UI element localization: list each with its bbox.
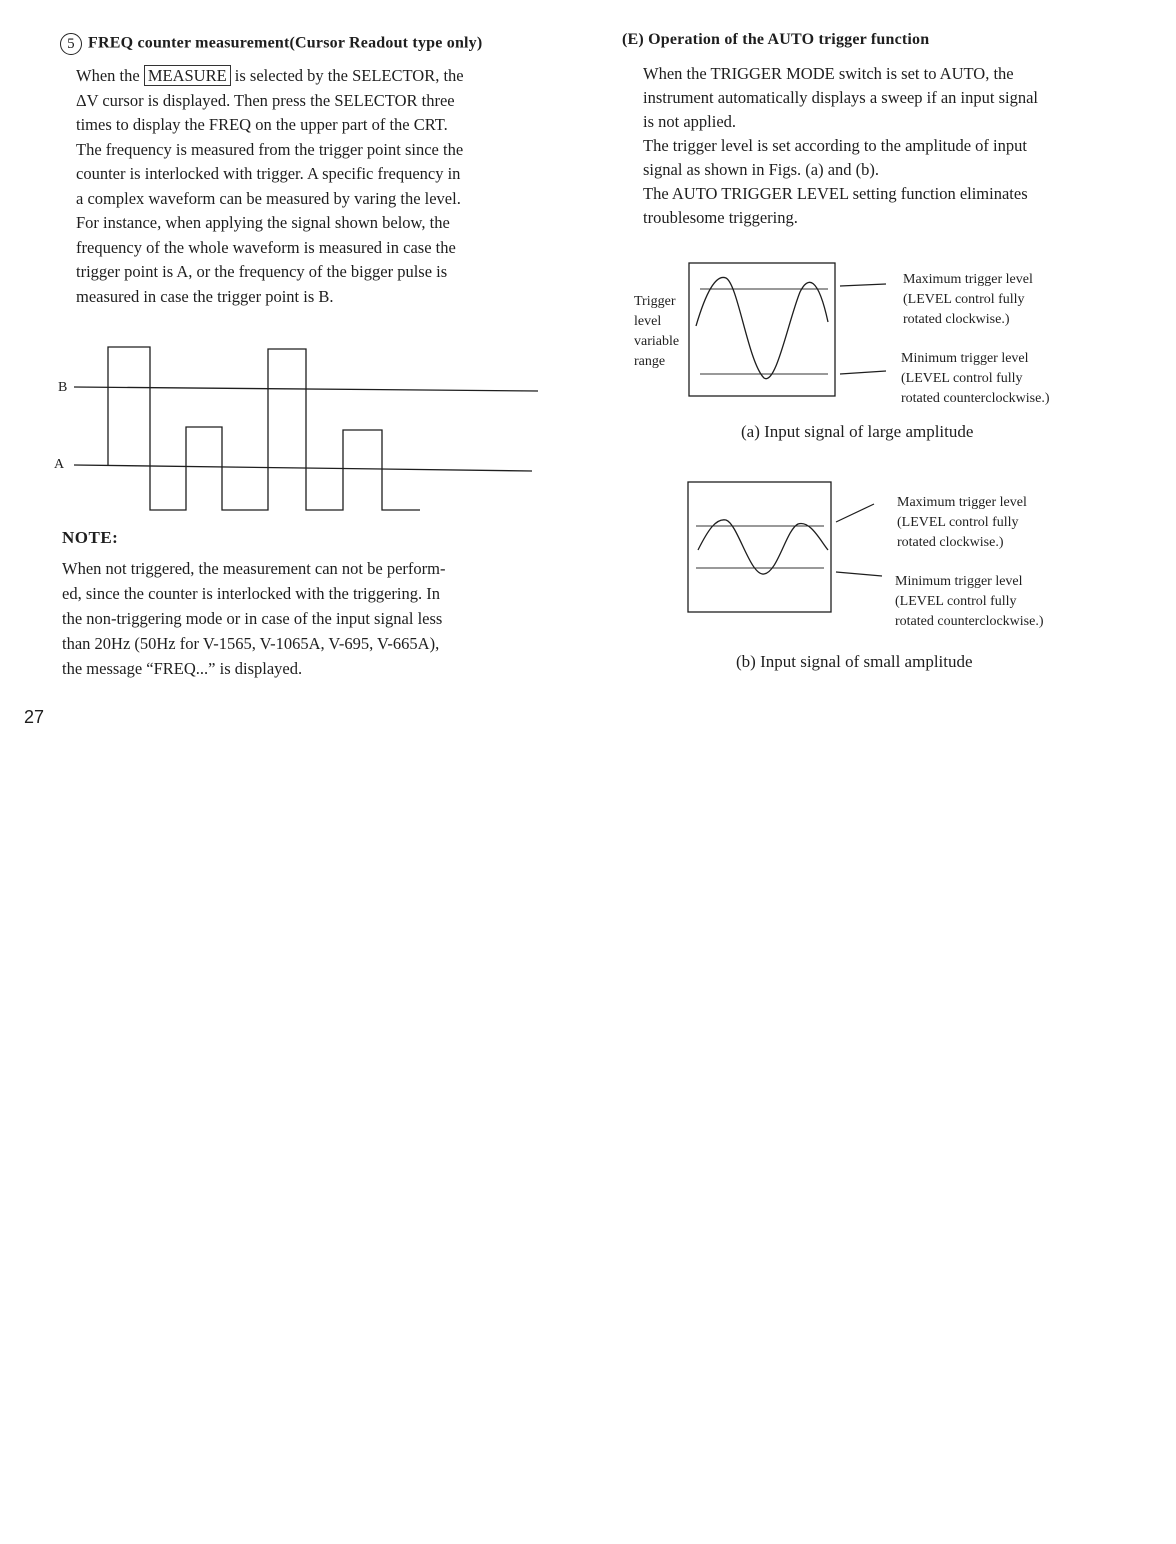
label-a: A xyxy=(54,457,65,472)
paragraph-line: When the TRIGGER MODE switch is set to AUTO, the xyxy=(643,64,1014,83)
fig-b-caption: (b) Input signal of small amplitude xyxy=(736,652,973,671)
note-line: the message “FREQ...” is displayed. xyxy=(62,659,303,678)
note-paragraph xyxy=(62,556,445,681)
paragraph-line: ΔV cursor is displayed. Then press the SELECTOR three xyxy=(76,90,455,110)
note-line: the non-triggering mode or in case of the input signal less xyxy=(62,609,443,628)
large-sine-wave xyxy=(696,277,828,378)
fig-b-min-label: Minimum trigger level (LEVEL control fully rotated counterclockwise.) xyxy=(895,574,1044,629)
fig-b-max-label: Maximum trigger level (LEVEL control fully rotated clockwise.) xyxy=(897,495,1027,550)
trigger-level-range-label: Trigger level variable range xyxy=(634,294,680,369)
paragraph-line: The trigger level is set according to the amplitude of input xyxy=(643,136,1027,155)
note-line: than 20Hz (50Hz for V-1565, V-1065A, V-695, V-665A), xyxy=(62,634,440,653)
max-callout-leader xyxy=(840,284,886,286)
section-letter: E xyxy=(627,31,639,48)
section-number-circle: 5 xyxy=(60,33,82,55)
paragraph-line: measured in case the trigger point is B. xyxy=(76,286,334,306)
fig-a-max-label: Maximum trigger level (LEVEL control fully rotated clockwise.) xyxy=(903,272,1033,327)
note-line: ed, since the counter is interlocked with the triggering. In xyxy=(62,584,441,603)
figure-a-crt xyxy=(688,262,888,402)
figure-b-crt xyxy=(686,480,886,620)
fig-a-caption: (a) Input signal of large amplitude xyxy=(741,422,974,441)
paragraph-line: The AUTO TRIGGER LEVEL setting function eliminates xyxy=(643,184,1028,203)
min-callout-leader xyxy=(840,371,886,374)
pulse-waveform-figure xyxy=(40,335,550,525)
paragraph-line: signal as shown in Figs. (a) and (b). xyxy=(643,160,880,179)
max-callout-leader xyxy=(836,504,874,522)
section-e-heading: (E) Operation of the AUTO trigger function xyxy=(622,31,930,48)
paragraph-line: When the MEASURE is selected by the SELECTOR, the xyxy=(76,66,464,85)
section-5-heading xyxy=(60,33,482,55)
section-e-title: Operation of the AUTO trigger function xyxy=(648,31,930,48)
paragraph-line: a complex waveform can be measured by varing the level. xyxy=(76,188,461,208)
label-b: B xyxy=(58,380,68,395)
min-callout-leader xyxy=(836,572,882,576)
section-e-paragraph xyxy=(643,62,1038,230)
paragraph-line: The frequency is measured from the trigger point since the xyxy=(76,139,464,159)
paragraph-line: frequency of the whole waveform is measured in case the xyxy=(76,237,456,257)
measure-key-label: MEASURE xyxy=(144,65,231,86)
paragraph-line: counter is interlocked with trigger. A specific frequency in xyxy=(76,164,461,183)
note-title: NOTE: xyxy=(62,528,119,547)
page-number: 27 xyxy=(24,707,45,727)
pulse-waveform xyxy=(108,347,420,510)
paragraph-line: For instance, when applying the signal shown below, the xyxy=(76,213,450,232)
paragraph-line: troublesome triggering. xyxy=(643,208,798,227)
note-line: When not triggered, the measurement can not be perform- xyxy=(62,559,446,578)
section-5-paragraph xyxy=(76,64,464,309)
paragraph-line: times to display the FREQ on the upper part of the CRT. xyxy=(76,115,448,134)
paragraph-line: instrument automatically displays a sweep if an input signal xyxy=(643,88,1039,107)
paragraph-line: trigger point is A, or the frequency of the bigger pulse is xyxy=(76,262,448,281)
small-sine-wave xyxy=(698,520,828,574)
fig-a-min-label: Minimum trigger level (LEVEL control fully rotated counterclockwise.) xyxy=(901,351,1050,406)
paragraph-line: is not applied. xyxy=(643,112,737,131)
trigger-level-a-line xyxy=(74,465,532,471)
section-5-title: FREQ counter measurement(Cursor Readout type only) xyxy=(88,34,483,52)
crt-screen-frame xyxy=(688,482,831,612)
